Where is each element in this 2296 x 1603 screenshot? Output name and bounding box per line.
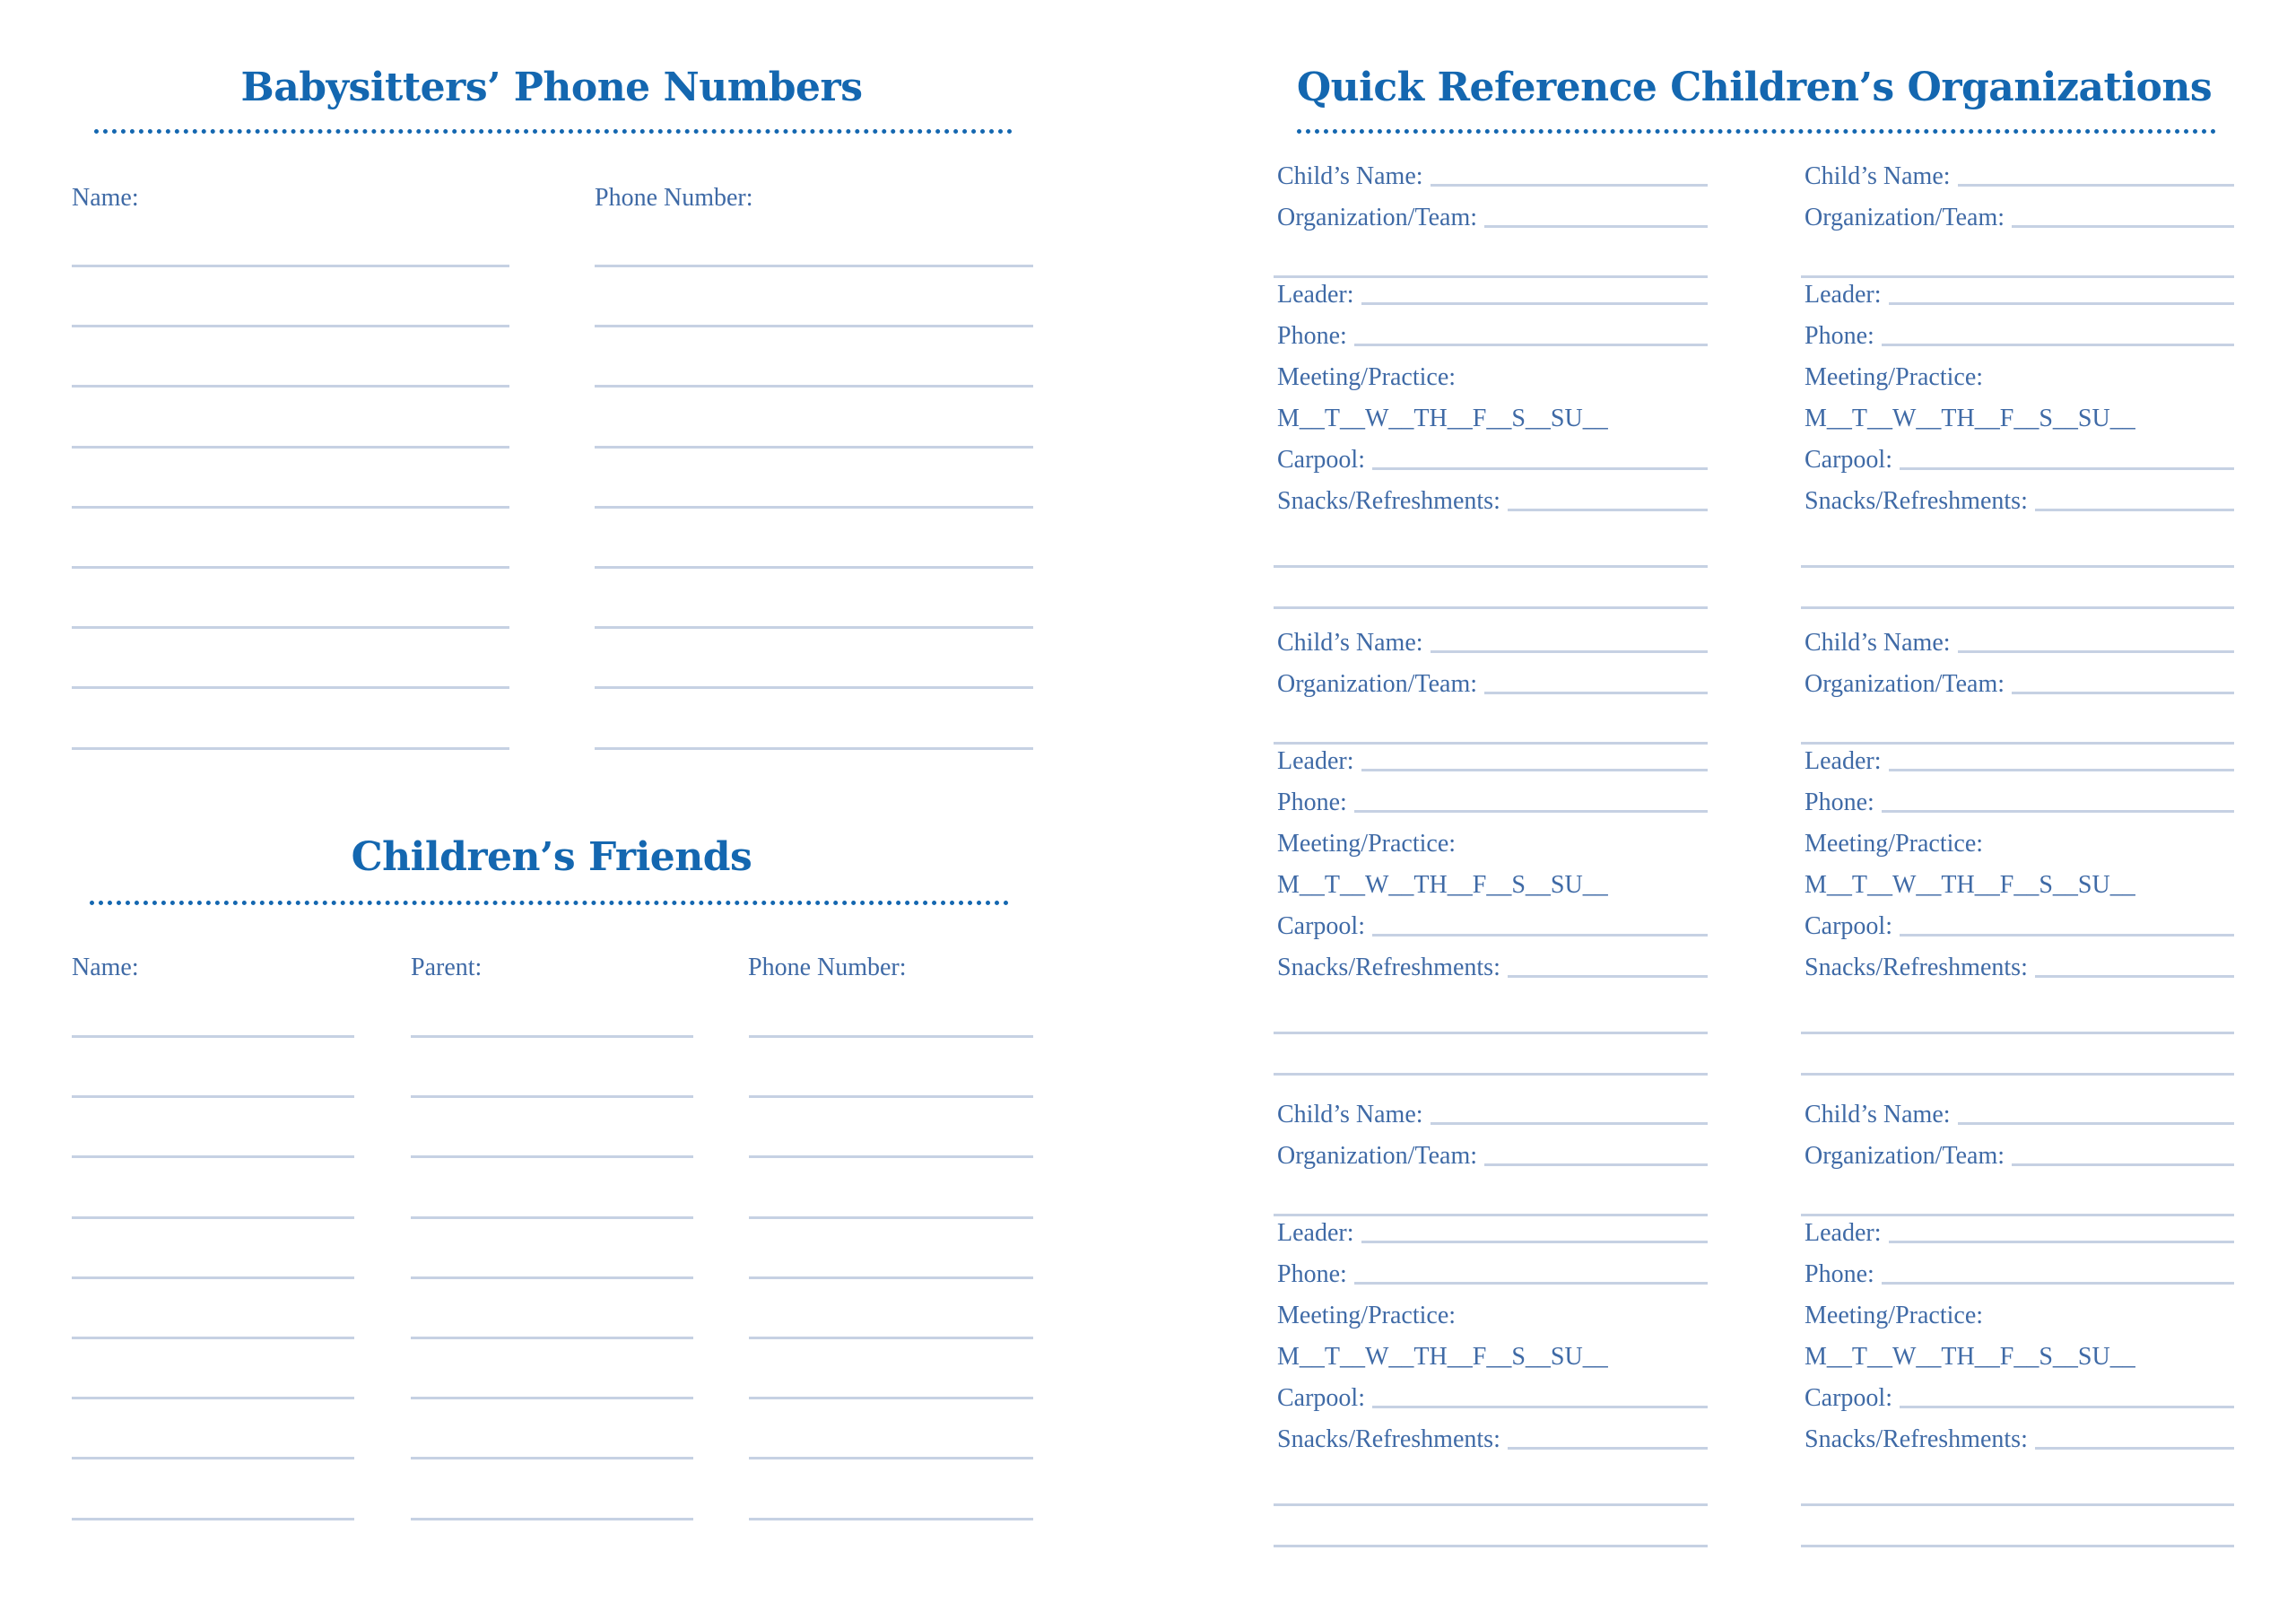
carpool-row bbox=[1805, 441, 2234, 474]
leader-label: Leader: bbox=[1277, 747, 1354, 775]
phone-number-header: Phone Number: bbox=[748, 954, 907, 981]
carpool-entry-line[interactable] bbox=[1372, 934, 1708, 937]
phone-entry-line[interactable] bbox=[595, 747, 1033, 750]
days-row bbox=[1805, 867, 2234, 899]
child-name-entry-line[interactable] bbox=[1431, 184, 1708, 187]
phone-entry-line[interactable] bbox=[1882, 344, 2234, 346]
phone-entry-line[interactable] bbox=[1354, 810, 1708, 813]
snacks-entry-line[interactable] bbox=[2035, 1447, 2234, 1450]
blank-entry-line[interactable] bbox=[1274, 1503, 1708, 1506]
child-name-row bbox=[1805, 158, 2234, 190]
child-name-entry-line[interactable] bbox=[1958, 184, 2234, 187]
name-entry-line[interactable] bbox=[72, 446, 509, 449]
days-row bbox=[1805, 400, 2234, 432]
leader-label: Leader: bbox=[1805, 747, 1882, 775]
days-label[interactable]: M__T__W__TH__F__S__SU__ bbox=[1805, 871, 2135, 899]
meeting-label: Meeting/Practice: bbox=[1277, 1302, 1457, 1329]
parent-entry-line[interactable] bbox=[411, 1457, 693, 1459]
phone-row bbox=[1805, 1256, 2234, 1288]
organization-entry-line[interactable] bbox=[1484, 225, 1708, 228]
phone-row bbox=[1277, 784, 1708, 816]
parent-entry-line[interactable] bbox=[411, 1397, 693, 1399]
leader-label: Leader: bbox=[1805, 1219, 1882, 1247]
organization-entry-line[interactable] bbox=[1484, 1163, 1708, 1166]
name-entry-line[interactable] bbox=[72, 1518, 354, 1520]
carpool-label: Carpool: bbox=[1277, 1384, 1365, 1412]
organization-entry-line[interactable] bbox=[2012, 692, 2234, 694]
carpool-label: Carpool: bbox=[1277, 912, 1365, 940]
meeting-label: Meeting/Practice: bbox=[1805, 363, 1984, 391]
organization-entry-line[interactable] bbox=[2012, 225, 2234, 228]
meeting-label: Meeting/Practice: bbox=[1277, 830, 1457, 858]
days-row bbox=[1805, 1338, 2234, 1371]
phone-entry-line[interactable] bbox=[1882, 1282, 2234, 1285]
snacks-entry-line[interactable] bbox=[1508, 1447, 1708, 1450]
carpool-row bbox=[1277, 908, 1708, 940]
organization-label: Organization/Team: bbox=[1805, 670, 2005, 698]
leader-entry-line[interactable] bbox=[1889, 769, 2235, 771]
title-divider bbox=[1297, 129, 2216, 134]
snacks-label: Snacks/Refreshments: bbox=[1805, 954, 2028, 981]
leader-entry-line[interactable] bbox=[1361, 302, 1709, 305]
parent-entry-line[interactable] bbox=[411, 1518, 693, 1520]
phone-entry-line[interactable] bbox=[749, 1337, 1033, 1339]
carpool-entry-line[interactable] bbox=[1900, 1406, 2234, 1408]
name-entry-line[interactable] bbox=[72, 1035, 354, 1038]
blank-entry-line[interactable] bbox=[1274, 1545, 1708, 1547]
phone-entry-line[interactable] bbox=[595, 446, 1033, 449]
title-divider bbox=[90, 901, 1009, 905]
name-entry-line[interactable] bbox=[72, 1397, 354, 1399]
meeting-row bbox=[1805, 1297, 2234, 1329]
name-entry-line[interactable] bbox=[72, 566, 509, 569]
carpool-label: Carpool: bbox=[1805, 446, 1892, 474]
days-label[interactable]: M__T__W__TH__F__S__SU__ bbox=[1277, 405, 1608, 432]
leader-row bbox=[1277, 743, 1708, 775]
phone-entry-line[interactable] bbox=[749, 1276, 1033, 1279]
parent-entry-line[interactable] bbox=[411, 1216, 693, 1219]
parent-entry-line[interactable] bbox=[411, 1337, 693, 1339]
phone-entry-line[interactable] bbox=[749, 1518, 1033, 1520]
name-entry-line[interactable] bbox=[72, 265, 509, 267]
snacks-label: Snacks/Refreshments: bbox=[1277, 487, 1500, 515]
organization-label: Organization/Team: bbox=[1277, 204, 1478, 231]
meeting-label: Meeting/Practice: bbox=[1805, 830, 1984, 858]
organization-row bbox=[1805, 199, 2234, 231]
leader-entry-line[interactable] bbox=[1361, 1241, 1709, 1243]
name-entry-line[interactable] bbox=[72, 626, 509, 629]
child-name-row bbox=[1805, 1096, 2234, 1128]
leader-label: Leader: bbox=[1277, 1219, 1354, 1247]
phone-entry-line[interactable] bbox=[595, 686, 1033, 689]
child-name-label: Child’s Name: bbox=[1805, 629, 1951, 657]
organization-row bbox=[1805, 666, 2234, 698]
phone-label: Phone: bbox=[1805, 788, 1874, 816]
carpool-entry-line[interactable] bbox=[1372, 467, 1708, 470]
phone-entry-line[interactable] bbox=[595, 626, 1033, 629]
child-name-label: Child’s Name: bbox=[1277, 629, 1423, 657]
organization-entry-line[interactable] bbox=[1484, 692, 1708, 694]
organization-label: Organization/Team: bbox=[1805, 1142, 2005, 1170]
snacks-entry-line[interactable] bbox=[1508, 975, 1708, 978]
carpool-label: Carpool: bbox=[1805, 912, 1892, 940]
organization-row bbox=[1805, 1137, 2234, 1170]
snacks-row bbox=[1277, 1421, 1708, 1453]
child-name-label: Child’s Name: bbox=[1277, 162, 1423, 190]
child-name-entry-line[interactable] bbox=[1431, 1122, 1708, 1125]
phone-entry-line[interactable] bbox=[749, 1457, 1033, 1459]
phone-entry-line[interactable] bbox=[1354, 344, 1708, 346]
name-entry-line[interactable] bbox=[72, 1276, 354, 1279]
child-name-label: Child’s Name: bbox=[1805, 162, 1951, 190]
name-entry-line[interactable] bbox=[72, 325, 509, 327]
phone-entry-line[interactable] bbox=[749, 1397, 1033, 1399]
phone-entry-line[interactable] bbox=[595, 265, 1033, 267]
phone-entry-line[interactable] bbox=[749, 1035, 1033, 1038]
phone-label: Phone: bbox=[1277, 788, 1347, 816]
name-entry-line[interactable] bbox=[72, 506, 509, 509]
parent-entry-line[interactable] bbox=[411, 1035, 693, 1038]
snacks-row bbox=[1277, 483, 1708, 515]
phone-entry-line[interactable] bbox=[595, 325, 1033, 327]
name-entry-line[interactable] bbox=[72, 686, 509, 689]
parent-entry-line[interactable] bbox=[411, 1276, 693, 1279]
phone-entry-line[interactable] bbox=[749, 1095, 1033, 1098]
phone-entry-line[interactable] bbox=[595, 506, 1033, 509]
meeting-row bbox=[1277, 1297, 1708, 1329]
carpool-label: Carpool: bbox=[1277, 446, 1365, 474]
child-name-entry-line[interactable] bbox=[1958, 1122, 2234, 1125]
organization-label: Organization/Team: bbox=[1277, 1142, 1478, 1170]
snacks-label: Snacks/Refreshments: bbox=[1805, 487, 2028, 515]
leader-entry-line[interactable] bbox=[1361, 769, 1709, 771]
snacks-entry-line[interactable] bbox=[2035, 509, 2234, 511]
title-divider bbox=[94, 129, 1013, 134]
organization-row bbox=[1277, 1137, 1708, 1170]
parent-header: Parent: bbox=[411, 954, 483, 981]
snacks-row bbox=[1805, 483, 2234, 515]
leader-label: Leader: bbox=[1805, 281, 1882, 309]
leader-row bbox=[1805, 743, 2234, 775]
leader-row bbox=[1805, 1215, 2234, 1247]
phone-label: Phone: bbox=[1805, 1260, 1874, 1288]
blank-entry-line[interactable] bbox=[1801, 1073, 2234, 1076]
name-header: Name: bbox=[72, 954, 139, 981]
organization-row bbox=[1277, 666, 1708, 698]
carpool-entry-line[interactable] bbox=[1372, 1406, 1708, 1408]
snacks-entry-line[interactable] bbox=[2035, 975, 2234, 978]
meeting-label: Meeting/Practice: bbox=[1805, 1302, 1984, 1329]
snacks-label: Snacks/Refreshments: bbox=[1277, 1425, 1500, 1453]
organizations-title: Quick Reference Children’s Organizations bbox=[1296, 65, 2213, 110]
organization-entry-line[interactable] bbox=[2012, 1163, 2234, 1166]
carpool-label: Carpool: bbox=[1805, 1384, 1892, 1412]
phone-row bbox=[1277, 318, 1708, 350]
child-name-row bbox=[1277, 624, 1708, 657]
phone-row bbox=[1805, 784, 2234, 816]
phone-label: Phone: bbox=[1805, 322, 1874, 350]
leader-row bbox=[1805, 276, 2234, 309]
blank-entry-line[interactable] bbox=[1274, 565, 1708, 568]
blank-entry-line[interactable] bbox=[1801, 1503, 2234, 1506]
child-name-row bbox=[1805, 624, 2234, 657]
name-header: Name: bbox=[72, 184, 139, 212]
carpool-row bbox=[1277, 1380, 1708, 1412]
phone-entry-line[interactable] bbox=[1882, 810, 2234, 813]
phone-entry-line[interactable] bbox=[1354, 1282, 1708, 1285]
phone-number-header: Phone Number: bbox=[595, 184, 753, 212]
phone-entry-line[interactable] bbox=[749, 1216, 1033, 1219]
parent-entry-line[interactable] bbox=[411, 1155, 693, 1158]
name-entry-line[interactable] bbox=[72, 747, 509, 750]
days-row bbox=[1277, 867, 1708, 899]
days-row bbox=[1277, 400, 1708, 432]
phone-label: Phone: bbox=[1277, 1260, 1347, 1288]
blank-entry-line[interactable] bbox=[1274, 1032, 1708, 1034]
phone-entry-line[interactable] bbox=[595, 385, 1033, 388]
meeting-label: Meeting/Practice: bbox=[1277, 363, 1457, 391]
blank-entry-line[interactable] bbox=[1801, 1545, 2234, 1547]
carpool-row bbox=[1805, 1380, 2234, 1412]
organization-row bbox=[1277, 199, 1708, 231]
babysitters-title: Babysitters’ Phone Numbers bbox=[240, 65, 863, 110]
meeting-row bbox=[1277, 825, 1708, 858]
snacks-row bbox=[1805, 949, 2234, 981]
days-label[interactable]: M__T__W__TH__F__S__SU__ bbox=[1805, 405, 2135, 432]
blank-entry-line[interactable] bbox=[1274, 606, 1708, 609]
days-label[interactable]: M__T__W__TH__F__S__SU__ bbox=[1805, 1343, 2135, 1371]
meeting-row bbox=[1277, 359, 1708, 391]
organization-label: Organization/Team: bbox=[1277, 670, 1478, 698]
name-entry-line[interactable] bbox=[72, 1216, 354, 1219]
phone-row bbox=[1277, 1256, 1708, 1288]
phone-label: Phone: bbox=[1277, 322, 1347, 350]
name-entry-line[interactable] bbox=[72, 385, 509, 388]
leader-entry-line[interactable] bbox=[1889, 302, 2235, 305]
leader-row bbox=[1277, 1215, 1708, 1247]
snacks-row bbox=[1805, 1421, 2234, 1453]
child-name-row bbox=[1277, 1096, 1708, 1128]
name-entry-line[interactable] bbox=[72, 1457, 354, 1459]
days-row bbox=[1277, 1338, 1708, 1371]
blank-entry-line[interactable] bbox=[1274, 1073, 1708, 1076]
phone-row bbox=[1805, 318, 2234, 350]
blank-entry-line[interactable] bbox=[1801, 606, 2234, 609]
phone-entry-line[interactable] bbox=[749, 1155, 1033, 1158]
snacks-label: Snacks/Refreshments: bbox=[1277, 954, 1500, 981]
snacks-row bbox=[1277, 949, 1708, 981]
friends-title: Children’s Friends bbox=[351, 834, 752, 880]
snacks-label: Snacks/Refreshments: bbox=[1805, 1425, 2028, 1453]
leader-label: Leader: bbox=[1277, 281, 1354, 309]
leader-row bbox=[1277, 276, 1708, 309]
carpool-entry-line[interactable] bbox=[1900, 934, 2234, 937]
name-entry-line[interactable] bbox=[72, 1095, 354, 1098]
snacks-entry-line[interactable] bbox=[1508, 509, 1708, 511]
child-name-row bbox=[1277, 158, 1708, 190]
blank-entry-line[interactable] bbox=[1801, 1032, 2234, 1034]
carpool-row bbox=[1277, 441, 1708, 474]
parent-entry-line[interactable] bbox=[411, 1095, 693, 1098]
child-name-label: Child’s Name: bbox=[1277, 1101, 1423, 1128]
child-name-entry-line[interactable] bbox=[1431, 650, 1708, 653]
child-name-label: Child’s Name: bbox=[1805, 1101, 1951, 1128]
organization-label: Organization/Team: bbox=[1805, 204, 2005, 231]
name-entry-line[interactable] bbox=[72, 1155, 354, 1158]
name-entry-line[interactable] bbox=[72, 1337, 354, 1339]
leader-entry-line[interactable] bbox=[1889, 1241, 2235, 1243]
meeting-row bbox=[1805, 359, 2234, 391]
blank-entry-line[interactable] bbox=[1801, 565, 2234, 568]
days-label[interactable]: M__T__W__TH__F__S__SU__ bbox=[1277, 1343, 1608, 1371]
child-name-entry-line[interactable] bbox=[1958, 650, 2234, 653]
days-label[interactable]: M__T__W__TH__F__S__SU__ bbox=[1277, 871, 1608, 899]
carpool-row bbox=[1805, 908, 2234, 940]
phone-entry-line[interactable] bbox=[595, 566, 1033, 569]
meeting-row bbox=[1805, 825, 2234, 858]
carpool-entry-line[interactable] bbox=[1900, 467, 2234, 470]
